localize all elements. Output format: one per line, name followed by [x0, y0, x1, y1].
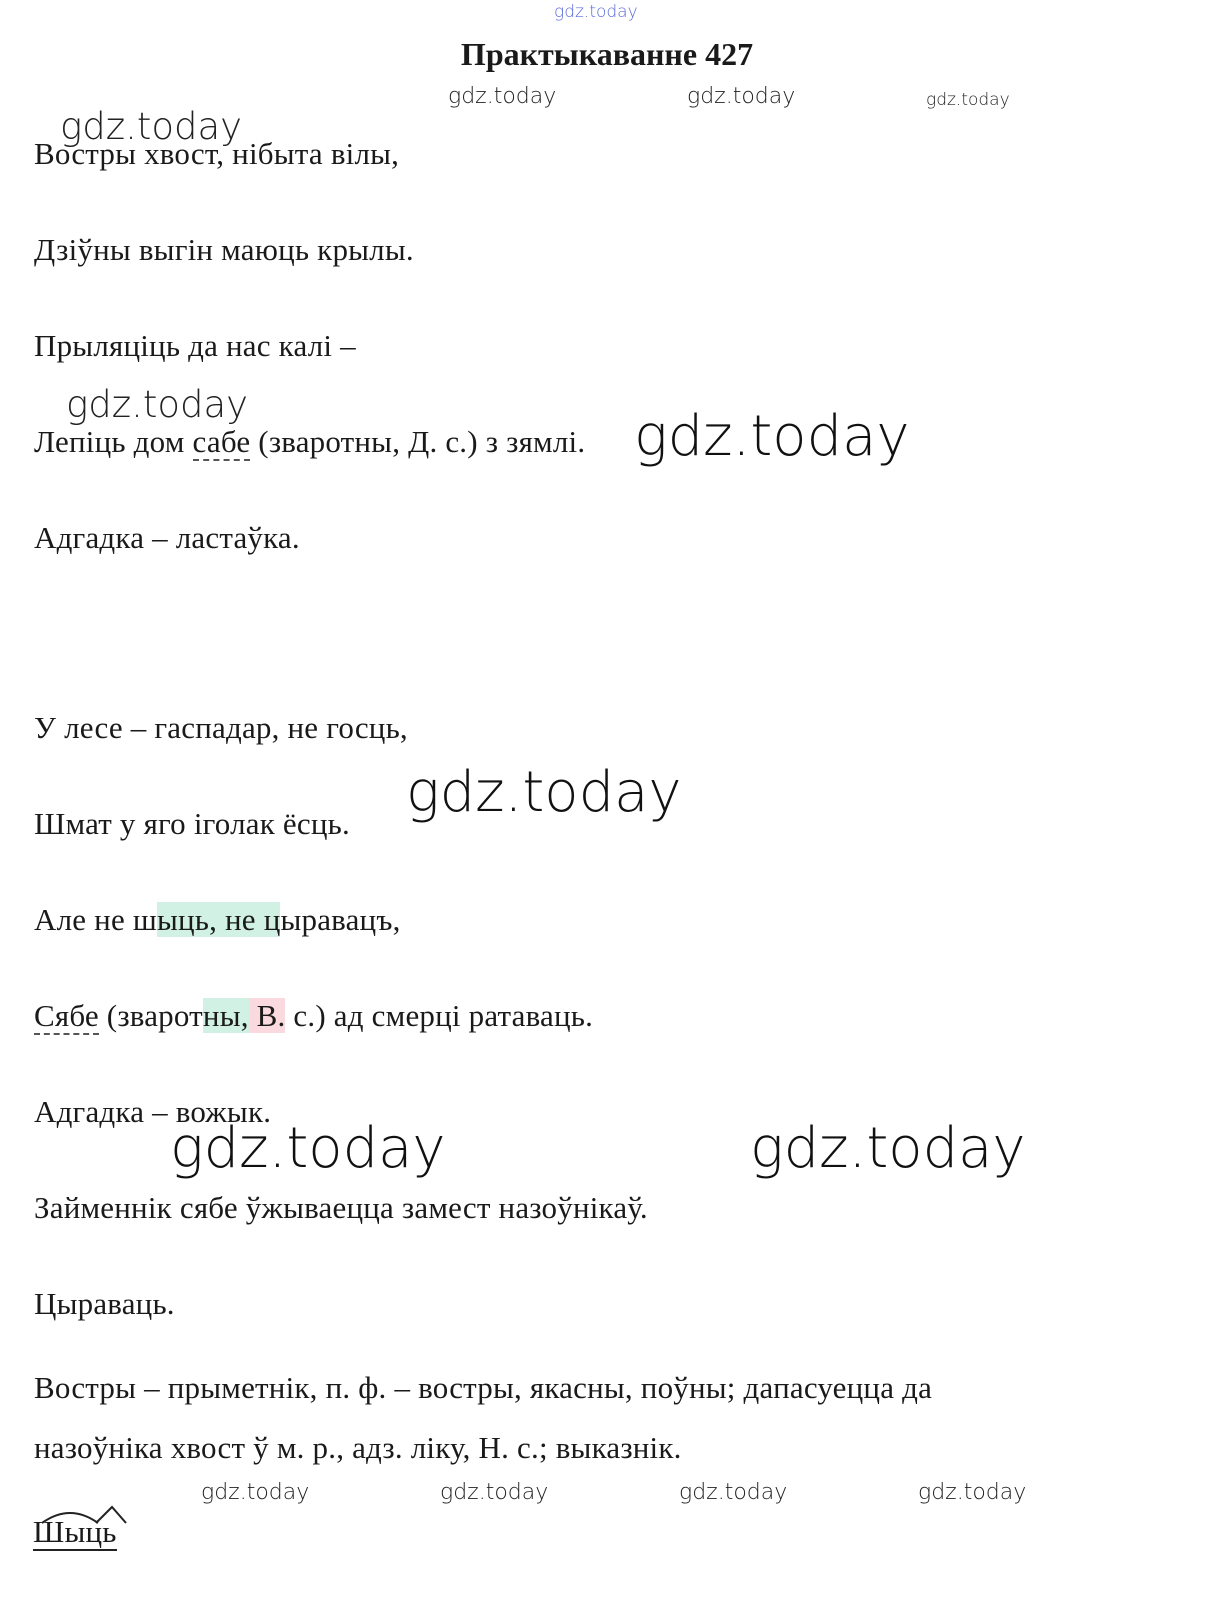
text-segment: Але не ш [34, 902, 157, 937]
text-line: У лесе – гаспадар, не госць, [34, 710, 408, 745]
watermark: gdz.today [679, 1480, 788, 1505]
text-line: Адгадка – ластаўка. [34, 520, 300, 555]
morpheme-word-text: Шыць [33, 1514, 117, 1549]
text-line [34, 902, 401, 938]
text-line: Шмат у яго іголак ёсць. [34, 806, 350, 841]
text-segment: (зварот [98, 998, 203, 1033]
page-title: Практыкаванне 427 [460, 36, 754, 72]
morpheme-word [33, 1514, 117, 1550]
watermark-top: gdz.today [554, 2, 638, 22]
watermark: gdz.today [750, 1116, 1026, 1181]
text-line: Цыраваць. [34, 1286, 175, 1321]
watermark: gdz.today [60, 105, 243, 148]
text-line: Дзіўны выгін маюць крылы. [34, 232, 414, 267]
text-segment: Лепіць дом [34, 424, 193, 459]
text-segment: ыравацъ, [280, 902, 401, 937]
watermark: gdz.today [66, 383, 249, 426]
highlight-pink: В. [248, 998, 286, 1033]
pronoun-dashed-underline: сабе [192, 424, 251, 459]
watermark: gdz.today [448, 84, 557, 109]
text-line: Востры хвост, нібыта вілы, [34, 136, 400, 171]
text-line: Займеннік сябе ўжываецца замест назоўнікаў. [34, 1190, 648, 1225]
watermark: gdz.today [926, 90, 1010, 110]
text-line: Востры – прыметнік, п. ф. – востры, якасны, поўны; дапасуецца да [34, 1370, 933, 1405]
highlight-green: ны, [202, 998, 249, 1033]
watermark: gdz.today [634, 404, 910, 469]
watermark: gdz.today [170, 1116, 446, 1181]
watermark: gdz.today [440, 1480, 549, 1505]
pronoun-dashed-underline: Сябе [34, 998, 99, 1033]
text-line: Адгадка – вожык. [34, 1094, 272, 1129]
text-line: назоўніка хвост ў м. р., адз. ліку, Н. с.; выказнік. [34, 1430, 682, 1465]
text-segment: с.) ад смерці ратаваць. [285, 998, 594, 1033]
highlight-green: ыць, не ц [156, 902, 281, 937]
text-line [34, 998, 593, 1034]
text-line [34, 424, 585, 460]
watermark: gdz.today [918, 1480, 1027, 1505]
watermark: gdz.today [687, 84, 796, 109]
watermark: gdz.today [201, 1480, 310, 1505]
watermark: gdz.today [406, 760, 682, 825]
text-segment: (зваротны, Д. с.) з зямлі. [250, 424, 586, 459]
text-line: Прыляціць да нас калі – [34, 328, 356, 363]
